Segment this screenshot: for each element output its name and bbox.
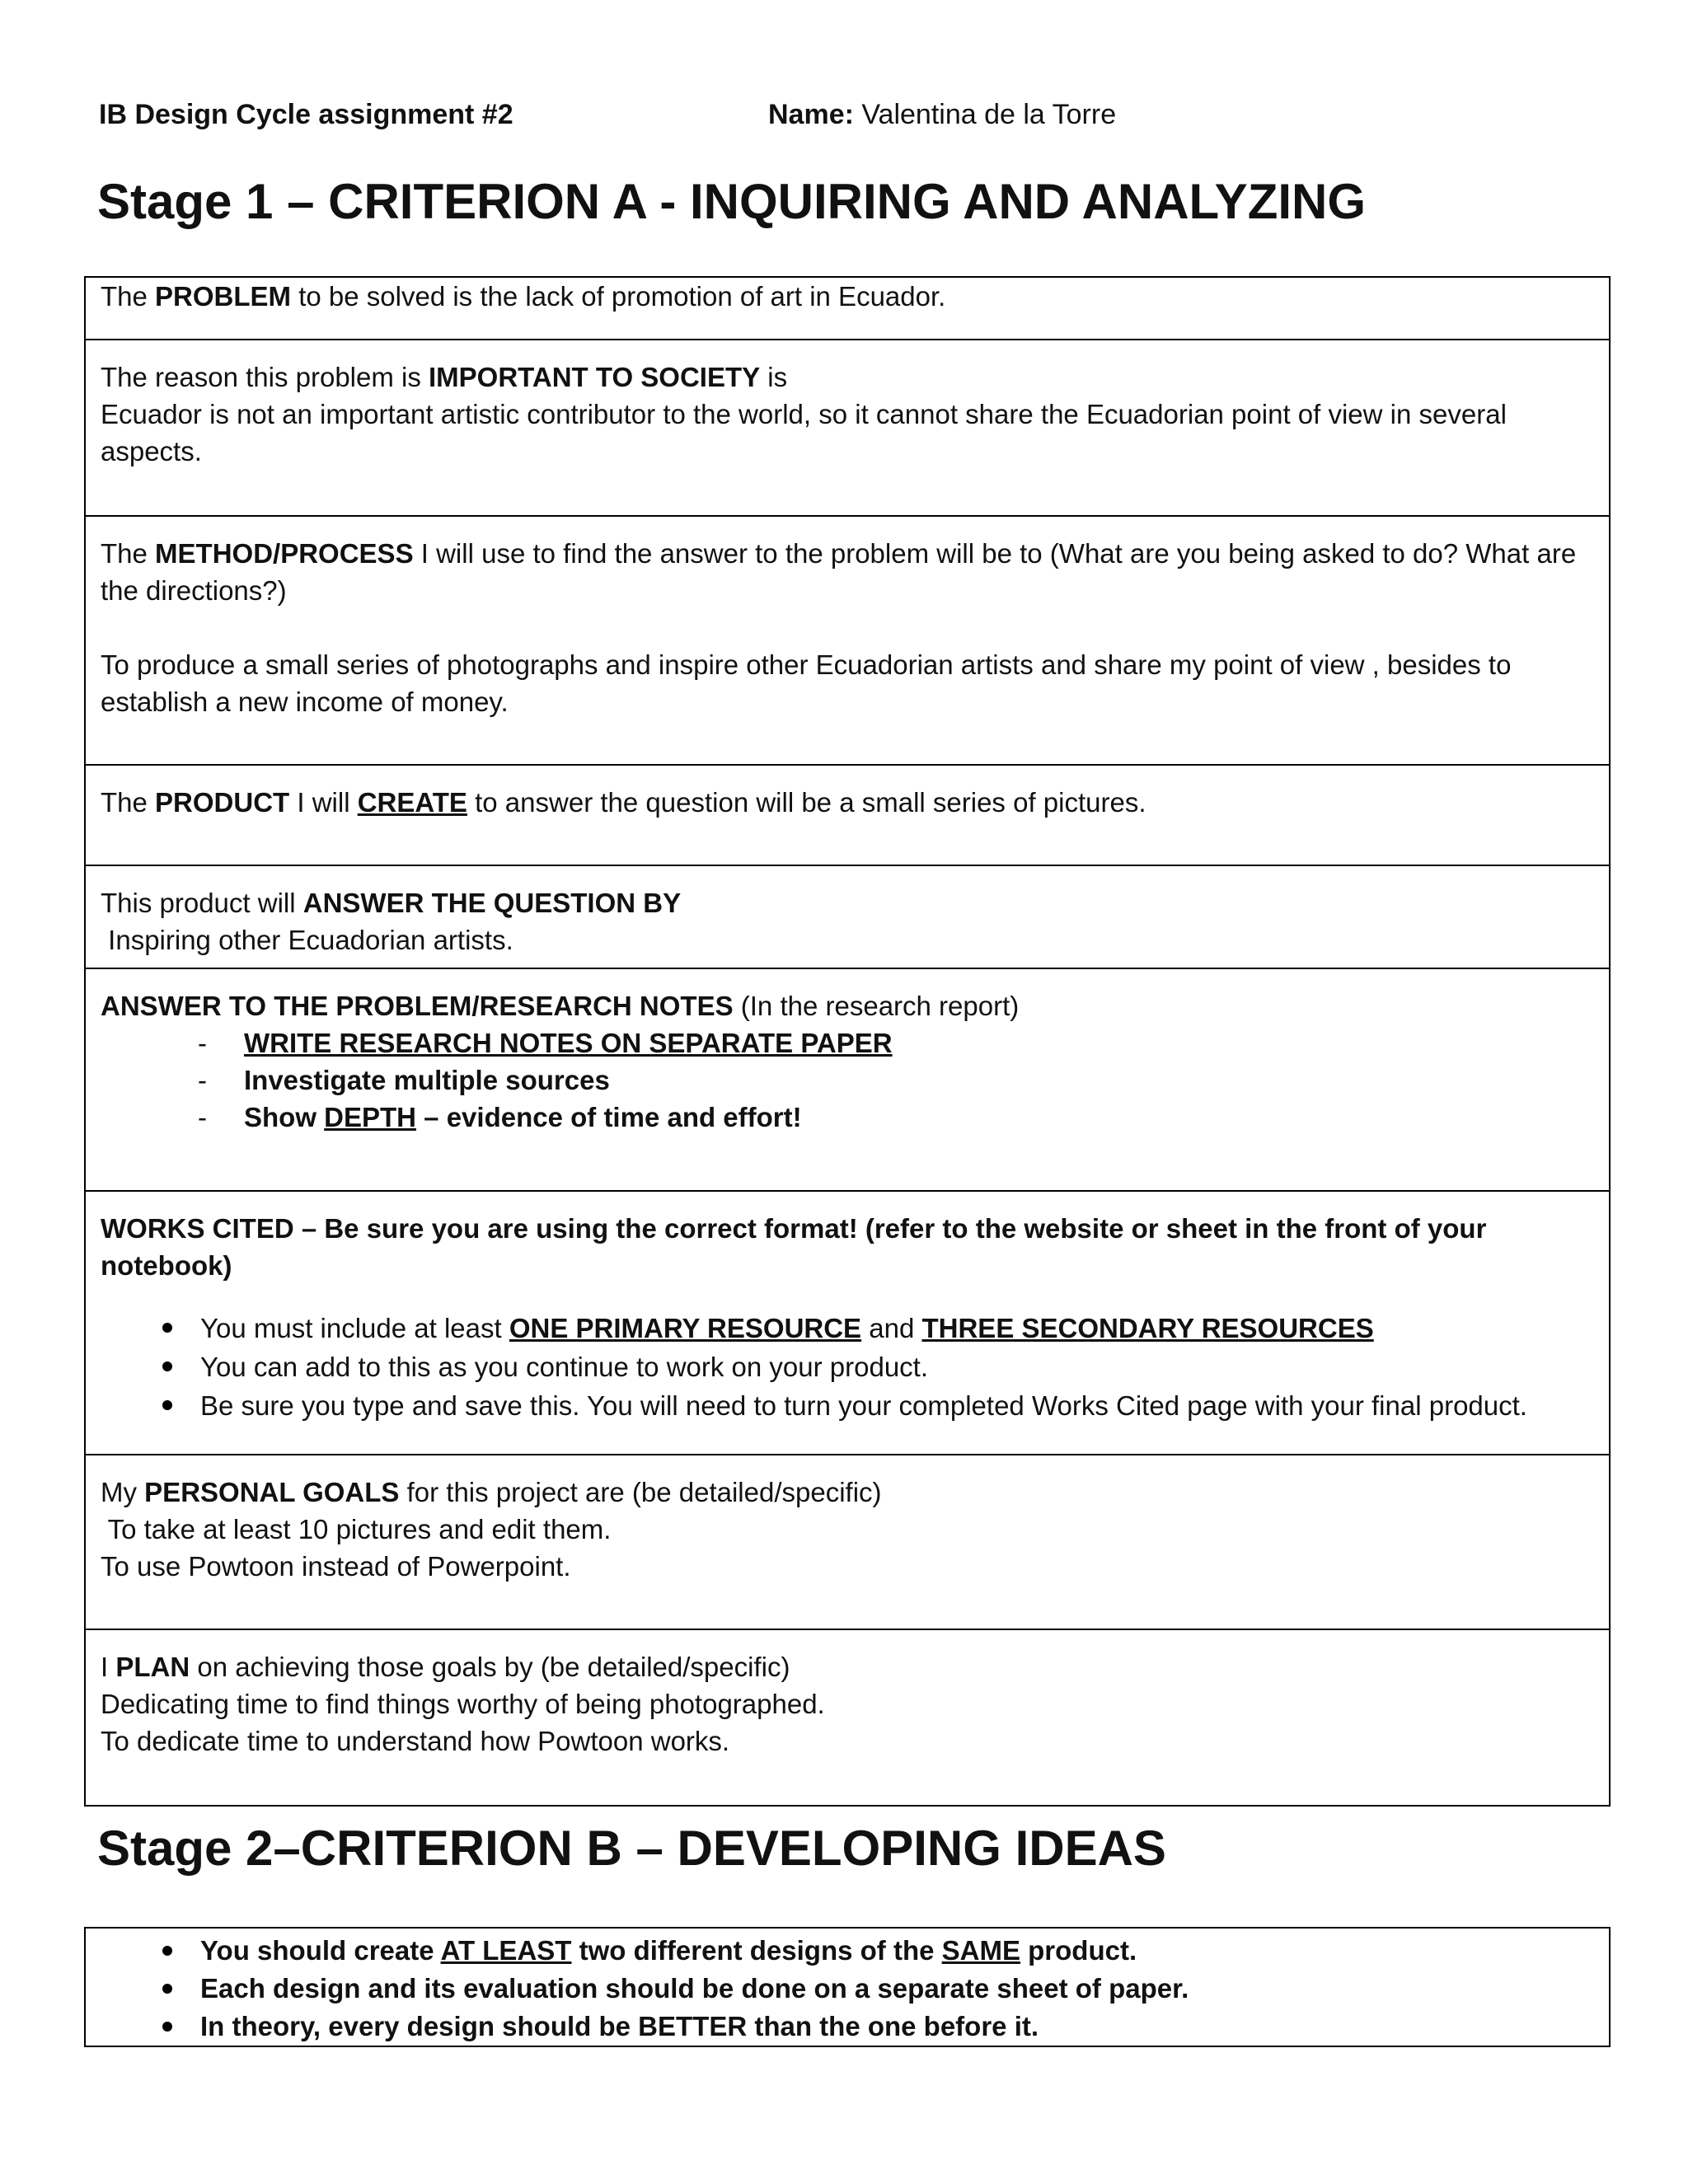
research-post: (In the research report): [733, 991, 1020, 1021]
research-item-2: Investigate multiple sources: [244, 1065, 610, 1095]
research-label: ANSWER TO THE PROBLEM/RESEARCH NOTES: [101, 991, 734, 1021]
works-cited-cell: [85, 1191, 1610, 1455]
method-prompt: [101, 535, 1594, 609]
plan-label: PLAN: [115, 1652, 190, 1682]
stage2-cell: [85, 1928, 1610, 2046]
answer-by-label: ANSWER THE QUESTION BY: [302, 888, 682, 918]
plan-1: Dedicating time to find things worthy of being photographed.: [101, 1689, 825, 1719]
bullet-icon: [162, 1323, 172, 1333]
goal-1: To take at least 10 pictures and edit them.: [101, 1514, 612, 1544]
problem-label: PROBLEM: [155, 281, 292, 312]
product-label: PRODUCT: [155, 787, 290, 818]
research-prompt: [101, 987, 1594, 1024]
problem-cell: [85, 277, 1610, 340]
product-mid: I will: [289, 787, 358, 818]
answer-by-prompt: [101, 884, 1594, 921]
same-label: SAME: [941, 1935, 1020, 1966]
method-label: METHOD/PROCESS: [155, 538, 414, 569]
product-cell: [85, 765, 1610, 865]
answer-by-cell: [85, 865, 1610, 968]
list-item: Be sure you type and save this. You will need to turn your completed Works Cited page with your final product.: [101, 1386, 1594, 1425]
method-answer: To produce a small series of photographs and inspire other Ecuadorian artists and share my point of view , besides to establish a new income of money.: [101, 649, 1512, 717]
plan-2: To dedicate time to understand how Powtoon works.: [101, 1726, 730, 1756]
importance-cell: [85, 340, 1610, 516]
list-item: You should create AT LEAST two different designs of the SAME product.: [101, 1932, 1594, 1970]
stage1-title: Stage 1 – CRITERION A - INQUIRING AND ANALYZING: [97, 174, 1367, 229]
stage2-title: Stage 2–CRITERION B – DEVELOPING IDEAS: [97, 1821, 1166, 1876]
list-item: - Investigate multiple sources: [198, 1065, 610, 1095]
bullet-icon: [162, 1361, 172, 1371]
primary-resource-label: ONE PRIMARY RESOURCE: [509, 1313, 862, 1343]
plan-prompt: I PLAN on achieving those goals by (be detailed/specific): [101, 1652, 790, 1682]
answer-by-text: Inspiring other Ecuadorian artists.: [101, 925, 513, 955]
product-text: to answer the question will be a small series of pictures.: [467, 787, 1146, 818]
list-item: You must include at least ONE PRIMARY RESOURCE and THREE SECONDARY RESOURCES: [101, 1309, 1594, 1347]
depth-label: DEPTH: [324, 1102, 417, 1132]
works-cited-heading: WORKS CITED – Be sure you are using the correct format! (refer to the website or sheet in the front of your notebook): [101, 1213, 1487, 1281]
goals-cell: [85, 1455, 1610, 1629]
name-value: Valentina de la Torre: [861, 99, 1117, 130]
list-item: In theory, every design should be BETTER than the one before it.: [101, 2008, 1594, 2046]
stage2-list: [101, 1932, 1594, 2046]
method-post: I will use to find the answer to the problem will be to (What are you being asked to do? What are the directions?): [101, 538, 1577, 606]
list-item: Each design and its evaluation should be done on a separate sheet of paper.: [101, 1970, 1594, 2008]
research-list: [101, 1024, 1594, 1136]
list-item: - Show DEPTH – evidence of time and effort!: [198, 1102, 802, 1132]
method-cell: [85, 516, 1610, 765]
list-item: You can add to this as you continue to work on your product.: [101, 1347, 1594, 1386]
list-item: - WRITE RESEARCH NOTES ON SEPARATE PAPER: [198, 1028, 893, 1058]
name-label: Name:: [768, 99, 854, 130]
plan-cell: [85, 1629, 1610, 1806]
product-pre: The: [101, 787, 156, 818]
importance-label: IMPORTANT TO SOCIETY: [429, 362, 761, 392]
answer-by-pre: This product will: [101, 888, 303, 918]
importance-answer: Ecuador is not an important artistic contributor to the world, so it cannot share the Ecuadorian point of view in several aspects.: [101, 399, 1507, 466]
method-pre: The: [101, 538, 156, 569]
create-label: CREATE: [357, 787, 467, 818]
importance-pre: The reason this problem is: [101, 362, 429, 392]
assignment-title: IB Design Cycle assignment #2: [99, 99, 513, 130]
secondary-resources-label: THREE SECONDARY RESOURCES: [921, 1313, 1374, 1343]
stage2-table: [84, 1927, 1611, 2047]
bullet-icon: [162, 1400, 172, 1410]
at-least-label: AT LEAST: [440, 1935, 572, 1966]
importance-post: is: [760, 362, 788, 392]
bullet-icon: [162, 1984, 172, 1994]
problem-text: to be solved is the lack of promotion of art in Ecuador.: [291, 281, 946, 312]
works-cited-list: [101, 1309, 1594, 1425]
goal-2: To use Powtoon instead of Powerpoint.: [101, 1551, 571, 1582]
student-name: [768, 99, 1116, 131]
bullet-icon: [162, 2022, 172, 2032]
importance-prompt: [101, 359, 1594, 396]
stage1-table: [84, 276, 1611, 1807]
goals-prompt: My PERSONAL GOALS for this project are (be detailed/specific): [101, 1477, 882, 1507]
research-item-1: WRITE RESEARCH NOTES ON SEPARATE PAPER: [244, 1028, 893, 1058]
goals-label: PERSONAL GOALS: [144, 1477, 400, 1507]
research-cell: [85, 968, 1610, 1191]
problem-pre: The: [101, 281, 156, 312]
bullet-icon: [162, 1946, 172, 1956]
